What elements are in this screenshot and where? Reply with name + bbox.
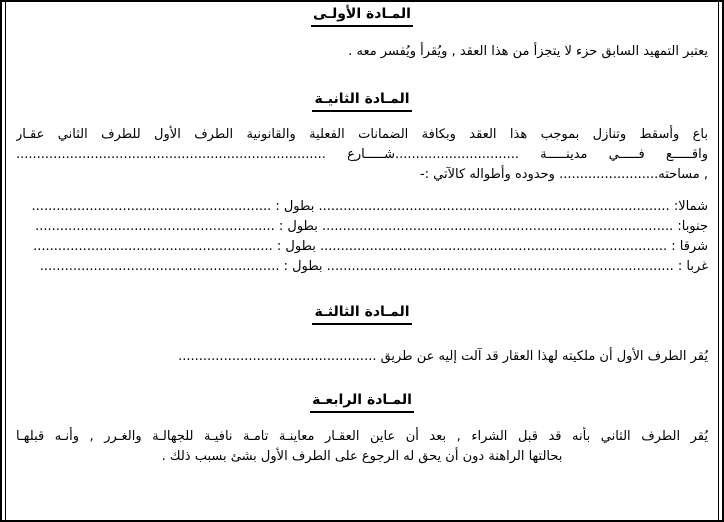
- article-1-heading: [16, 4, 708, 24]
- article-1-heading-text: المـادة الأولـى: [311, 4, 413, 27]
- article-2-heading-text: المـادة الثانيـة: [312, 89, 411, 112]
- boundary-line-west: غربا : .................................................................................... بطول : ..........................................................: [39, 259, 708, 274]
- article-3-body-ownership-blank: يُقر الطرف الأول أن ملكيته لهذا العقار قد آلت إليه عن طريق ................................................: [178, 349, 708, 364]
- boundary-line-south: جنوبا: ..................................................................................... بطول : ..........................................................: [35, 219, 708, 234]
- article-2-line-3-area-blank: , مساحته........................ وحدوده وأطواله كالآتي :-: [419, 167, 708, 182]
- article-1-body: يعتبر التمهيد السابق حزء لا يتجزأ من هذا العقد , ويُقرأ ويُفسر معه .: [348, 44, 708, 59]
- article-4-heading-text: المـادة الرابعـة: [310, 390, 414, 413]
- article-3-heading-text: المـادة الثالثـة: [312, 302, 411, 325]
- article-4-line-2: بحالتها الراهنة دون أن يحق له الرجوع على الطرف الأول بشئ بسبب ذلك .: [161, 449, 563, 464]
- boundary-line-east: شرقا : .................................................................................... بطول : ..........................................................: [33, 239, 708, 254]
- boundary-line-north: شمالا: ..................................................................................... بطول : ..........................................................: [31, 199, 708, 214]
- article-2-line-2-city-street-blanks: واقـــــع فـــــي مدينـــــة ..............................شـــــارع ...........................................................................: [16, 147, 708, 162]
- article-4-heading: [16, 390, 708, 410]
- article-2-heading: [16, 89, 708, 109]
- article-3-heading: [16, 302, 708, 322]
- article-2-line-1: باع وأسقط وتنازل بموجب هذا العقد وبكافة الضمانات الفعلية والقانونية الطرف الأول للطرف الثاني عقـار: [16, 127, 708, 142]
- page-border-inner: [5, 2, 719, 520]
- article-4-line-1: يُقر الطرف الثاني بأنه قد قبل الشراء , بعد أن عاين العقـار معاينـة تامـة نافيـة للجهالـة والغـرر , وأنـه قبلهـا: [16, 429, 708, 444]
